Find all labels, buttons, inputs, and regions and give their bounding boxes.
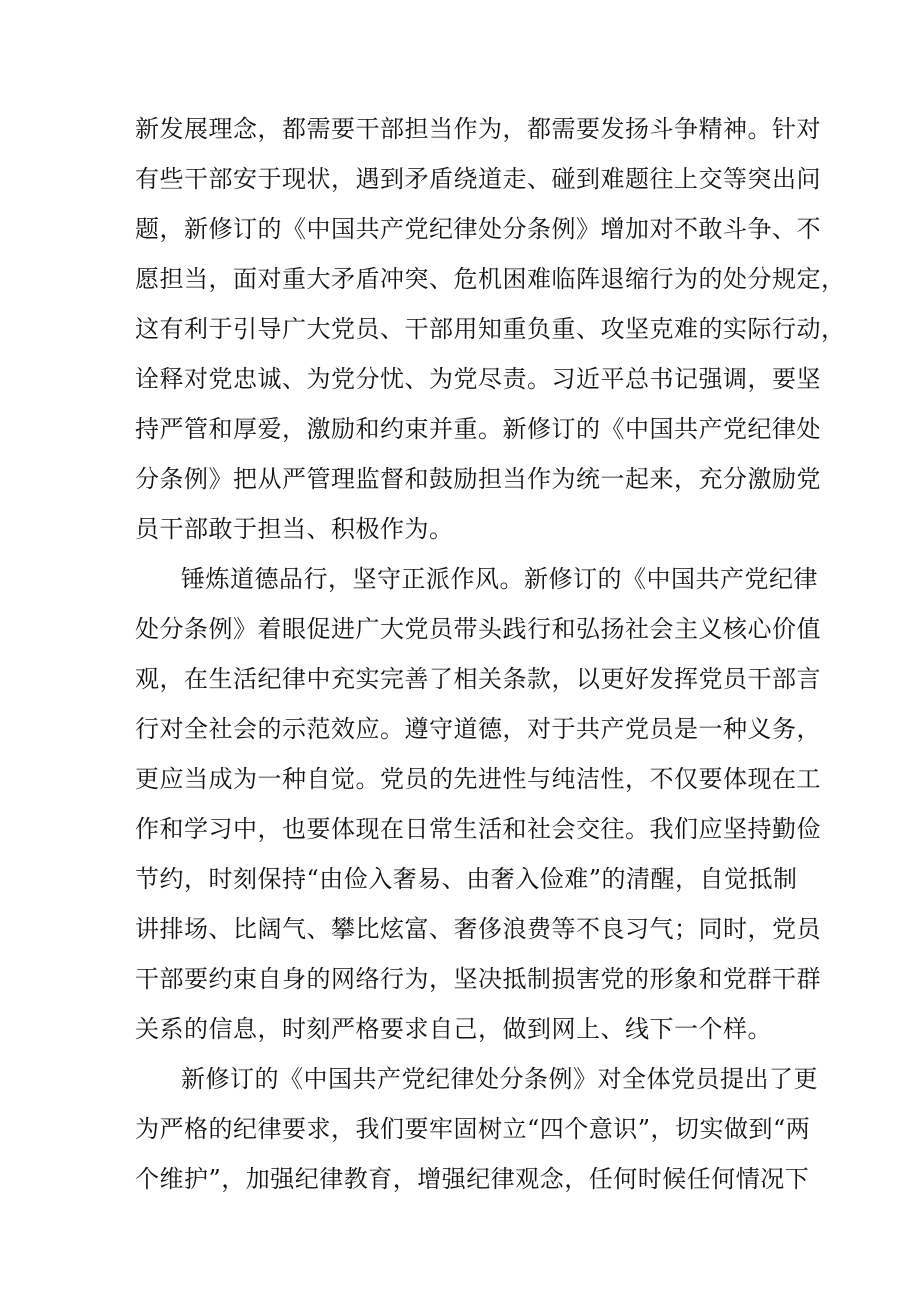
paragraph-start-line: 新修订的《中国共产党纪律处分条例》对全体党员提出了更 bbox=[181, 1065, 818, 1093]
text-line: 讲排场、比阔气、攀比炫富、奢侈浪费等不良习气；同时，党员 bbox=[135, 915, 821, 943]
text-line: 观，在生活纪律中充实完善了相关条款，以更好发挥党员干部言 bbox=[135, 665, 821, 693]
text-line: 作和学习中，也要体现在日常生活和社会交往。我们应坚持勤俭 bbox=[135, 815, 821, 843]
text-line: 诠释对党忠诚、为党分忧、为党尽责。习近平总书记强调，要坚 bbox=[135, 365, 821, 393]
text-line: 为严格的纪律要求，我们要牢固树立“四个意识”，切实做到“两 bbox=[135, 1115, 811, 1143]
text-line: 个维护”，加强纪律教育，增强纪律观念，任何时候任何情况下 bbox=[135, 1165, 810, 1193]
text-line: 持严管和厚爱，激励和约束并重。新修订的《中国共产党纪律处 bbox=[135, 415, 821, 443]
text-line: 关系的信息，时刻严格要求自己，做到网上、线下一个样。 bbox=[135, 1015, 772, 1043]
text-line: 干部要约束自身的网络行为，坚决抵制损害党的形象和党群干群 bbox=[135, 965, 821, 993]
text-line: 处分条例》着眼促进广大党员带头践行和弘扬社会主义核心价值 bbox=[135, 615, 821, 643]
text-line: 题，新修订的《中国共产党纪律处分条例》增加对不敢斗争、不 bbox=[135, 215, 821, 243]
text-line: 员干部敢于担当、积极作为。 bbox=[135, 515, 454, 543]
text-line: 节约，时刻保持“由俭入奢易、由奢入俭难”的清醒，自觉抵制 bbox=[135, 865, 798, 893]
text-line: 行对全社会的示范效应。遵守道德，对于共产党员是一种义务， bbox=[135, 715, 821, 743]
text-line: 更应当成为一种自觉。党员的先进性与纯洁性，不仅要体现在工 bbox=[135, 765, 821, 793]
document-body bbox=[135, 104, 846, 1204]
text-line: 有些干部安于现状，遇到矛盾绕道走、碰到难题往上交等突出问 bbox=[135, 165, 821, 193]
text-line: 分条例》把从严管理监督和鼓励担当作为统一起来，充分激励党 bbox=[135, 465, 821, 493]
text-line: 愿担当，面对重大矛盾冲突、危机困难临阵退缩行为的处分规定， bbox=[135, 265, 846, 293]
text-line: 这有利于引导广大党员、干部用知重负重、攻坚克难的实际行动， bbox=[135, 315, 846, 343]
paragraph-start-line: 锤炼道德品行，坚守正派作风。新修订的《中国共产党纪律 bbox=[181, 565, 818, 593]
text-line: 新发展理念，都需要干部担当作为，都需要发扬斗争精神。针对 bbox=[135, 115, 821, 143]
